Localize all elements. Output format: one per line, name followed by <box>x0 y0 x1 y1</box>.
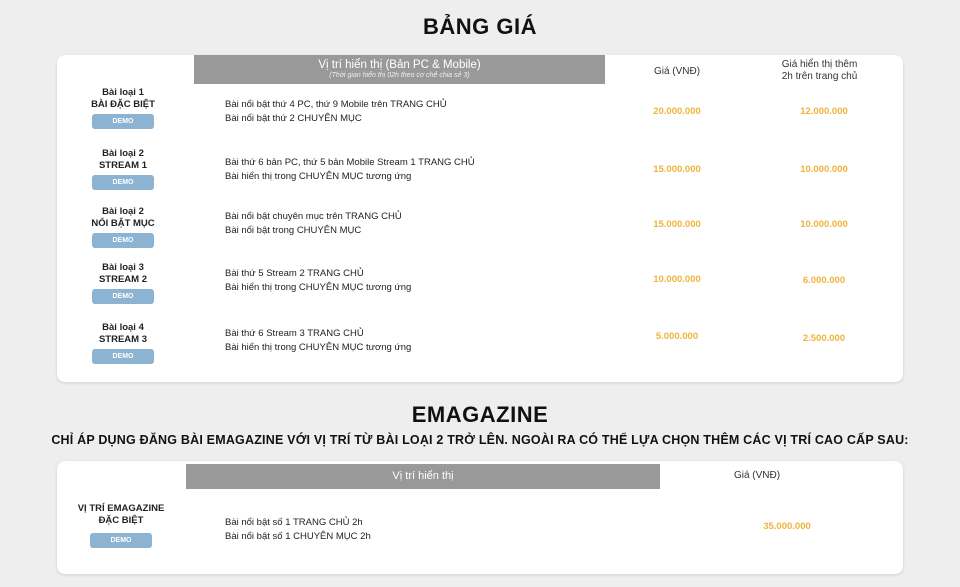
demo-button[interactable]: DEMO <box>92 349 154 364</box>
table-row <box>57 146 903 196</box>
row-category-name: NỔI BẬT MỤC <box>91 218 155 229</box>
row-extra-price: 10.000.000 <box>800 164 848 175</box>
row-description-line2: Bài hiển thị trong CHUYÊN MỤC tương ứng <box>225 342 412 353</box>
row-description <box>225 327 411 355</box>
row-extra-price: 10.000.000 <box>800 219 848 230</box>
row-category-name: STREAM 2 <box>98 274 148 285</box>
row-extra-price: 2.500.000 <box>802 333 846 344</box>
price-header: Giá (VNĐ) <box>653 66 701 77</box>
position-header <box>194 55 605 84</box>
emagazine-price-header: Giá (VNĐ) <box>733 470 781 481</box>
emagazine-description <box>225 516 371 544</box>
emagazine-title: EMAGAZINE <box>411 402 549 427</box>
table-row <box>57 85 903 135</box>
row-description <box>225 267 411 295</box>
row-description-line2: Bài hiển thị trong CHUYÊN MỤC tương ứng <box>225 171 412 182</box>
row-description-line1: Bài thứ 6 Stream 3 TRANG CHỦ <box>225 328 364 339</box>
row-description-line2: Bài hiển thị trong CHUYÊN MỤC tương ứng <box>225 282 412 293</box>
position-header-note: (Thời gian hiển thị 02h theo cơ chế chia sẻ 3) <box>329 72 470 79</box>
emagazine-category-line1: VỊ TRÍ EMAGAZINE <box>77 503 165 514</box>
emagazine-description-line2: Bài nổi bật số 1 CHUYÊN MỤC 2h <box>225 531 371 542</box>
emagazine-table-card <box>57 461 903 574</box>
emagazine-category-line2: ĐẶC BIỆT <box>98 515 144 526</box>
row-description-line1: Bài nổi bật chuyên mục trên TRANG CHỦ <box>225 211 402 222</box>
emagazine-subtitle: CHỈ ÁP DỤNG ĐĂNG BÀI EMAGAZINE VỚI VỊ TRÍ TỪ BÀI LOẠI 2 TRỞ LÊN. NGOÀI RA CÓ THỂ LỰA CHỌN THÊM CÁC VỊ TRÍ CAO CẤP SAU: <box>51 433 909 447</box>
row-category <box>78 206 168 248</box>
row-category-type: Bài loại 4 <box>102 322 144 333</box>
emagazine-description-line1: Bài nổi bật số 1 TRANG CHỦ 2h <box>225 517 363 528</box>
row-description-line2: Bài nổi bật thứ 2 CHUYÊN MỤC <box>225 113 362 124</box>
row-description-line1: Bài thứ 6 bản PC, thứ 5 bản Mobile Stream 1 TRANG CHỦ <box>225 157 475 168</box>
row-price: 20.000.000 <box>653 106 701 117</box>
row-price: 15.000.000 <box>653 219 701 230</box>
row-category-type: Bài loại 1 <box>102 87 144 98</box>
pricing-table-card <box>57 55 903 382</box>
row-category <box>78 148 168 190</box>
row-category <box>78 87 168 129</box>
row-category-name: STREAM 3 <box>98 334 148 345</box>
row-description-line2: Bài nổi bật trong CHUYÊN MỤC <box>225 225 362 236</box>
row-category <box>78 262 168 304</box>
row-category-type: Bài loại 2 <box>102 206 144 217</box>
demo-button[interactable]: DEMO <box>92 289 154 304</box>
demo-button[interactable]: DEMO <box>92 114 154 129</box>
table-row <box>57 204 903 254</box>
table-row <box>57 321 903 371</box>
demo-button[interactable]: DEMO <box>90 533 152 548</box>
row-description-line1: Bài nổi bật thứ 4 PC, thứ 9 Mobile trên TRANG CHỦ <box>225 99 447 110</box>
pricing-title: BẢNG GIÁ <box>423 14 537 39</box>
demo-button[interactable]: DEMO <box>92 233 154 248</box>
row-price: 10.000.000 <box>653 274 701 285</box>
emagazine-category <box>71 503 171 548</box>
row-description <box>225 156 475 184</box>
extra-price-header-line2: 2h trên trang chủ <box>781 71 858 82</box>
row-price: 5.000.000 <box>655 331 699 342</box>
extra-price-header <box>762 59 877 83</box>
emagazine-position-header: Vị trí hiển thị <box>186 464 660 489</box>
row-category <box>78 322 168 364</box>
extra-price-header-line1: Giá hiển thị thêm <box>781 59 858 70</box>
row-description <box>225 98 447 126</box>
emagazine-price: 35.000.000 <box>763 521 811 532</box>
row-price: 15.000.000 <box>653 164 701 175</box>
demo-button[interactable]: DEMO <box>92 175 154 190</box>
table-row <box>57 261 903 311</box>
row-extra-price: 6.000.000 <box>802 275 846 286</box>
row-description <box>225 210 402 238</box>
row-extra-price: 12.000.000 <box>800 106 848 117</box>
row-category-type: Bài loại 3 <box>102 262 144 273</box>
row-category-type: Bài loại 2 <box>102 148 144 159</box>
row-category-name: BÀI ĐẶC BIỆT <box>91 99 155 110</box>
row-category-name: STREAM 1 <box>98 160 148 171</box>
row-description-line1: Bài thứ 5 Stream 2 TRANG CHỦ <box>225 268 364 279</box>
position-header-label: Vị trí hiển thị (Bản PC & Mobile) <box>318 59 481 71</box>
